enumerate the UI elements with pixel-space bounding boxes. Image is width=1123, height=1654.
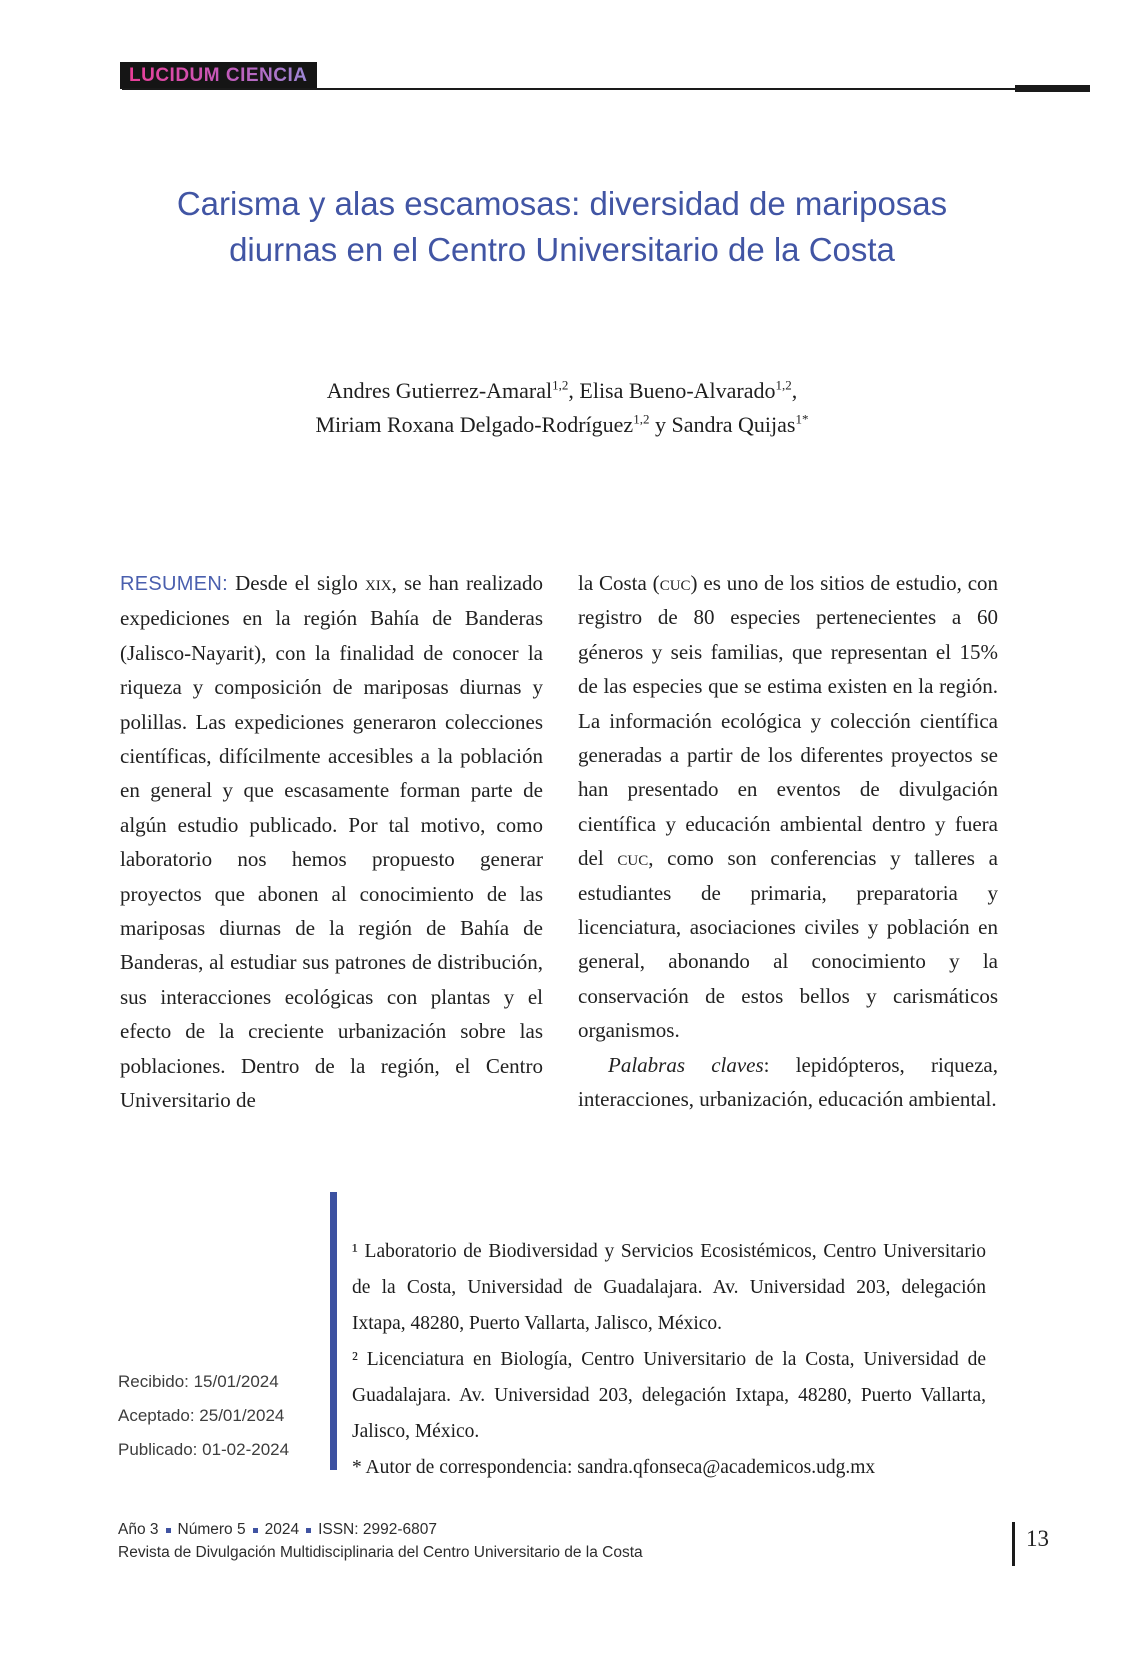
submission-dates bbox=[118, 1372, 289, 1474]
abstract-smallcaps: xix bbox=[364, 571, 392, 595]
author-name: Miriam Roxana Delgado-Rodríguez bbox=[315, 412, 634, 437]
abstract-label: RESUMEN: bbox=[120, 573, 228, 595]
abstract-text: la Costa ( bbox=[578, 571, 660, 595]
date-published: Publicado: 01-02-2024 bbox=[118, 1440, 290, 1459]
abstract-column-right bbox=[578, 566, 998, 1118]
authors-line-2 bbox=[62, 408, 1062, 442]
footer-meta-line bbox=[118, 1521, 643, 1539]
journal-brand-label: LUCIDUM CIENCIA bbox=[129, 64, 308, 86]
square-separator-icon bbox=[306, 1528, 311, 1533]
keywords-label: Palabras claves bbox=[608, 1052, 764, 1077]
abstract-paragraph bbox=[120, 566, 543, 1118]
author-name: , Elisa Bueno-Alvarado bbox=[568, 378, 776, 403]
footer-issue: Número 5 bbox=[177, 1521, 246, 1538]
article-title-line-1: Carisma y alas escamosas: diversidad de mariposas bbox=[176, 185, 948, 222]
abstract-text: ) es uno de los sitios de estudio, con registro de 80 especies pertenecientes a 60 géneros y seis familias, que representan el 15% de las especies que se estima existen en la región. La información ecológica y colección científica generadas a partir de los diferentes proyectos se han presentado en eventos de divulgación científica y educación ambiental dentro y fuera del bbox=[578, 571, 999, 871]
page-number-bar bbox=[1012, 1522, 1015, 1566]
article-title bbox=[62, 181, 1062, 273]
footer-date: 2024 bbox=[264, 1521, 300, 1538]
page-footer bbox=[118, 1521, 643, 1562]
author-name: Andres Gutierrez-Amaral bbox=[326, 378, 553, 403]
abstract-columns bbox=[120, 566, 998, 1118]
footer-year: Año 3 bbox=[118, 1521, 159, 1538]
square-separator-icon bbox=[166, 1528, 171, 1533]
footnote-affiliation-1: ¹ Laboratorio de Biodiversidad y Servicios Ecosistémicos, Centro Universitario de la Costa, Universidad de Guadalajara. Av. Universidad 203, delegación Ixtapa, 48280, Puerto Vallarta, Jalisco, México. bbox=[352, 1241, 986, 1334]
abstract-text: , se han realizado expediciones en la región Bahía de Banderas (Jalisco-Nayarit), con la finalidad de conocer la riqueza y composición de mariposas diurnas y polillas. Las expediciones generaron colecciones científicas, difícilmente accesibles a la población en general y que escasamente forman parte de algún estudio publicado. Por tal motivo, como laboratorio nos hemos propuesto generar proyectos que abonen al conocimiento de las mariposas diurnas de la región de Bahía de Banderas, al estudiar sus patrones de distribución, sus interacciones ecológicas con plantas y el efecto de la creciente urbanización sobre las poblaciones. Dentro de la región, el Centro Universitario de bbox=[120, 571, 544, 1113]
square-separator-icon bbox=[253, 1528, 258, 1533]
footer-issn: ISSN: 2992-6807 bbox=[318, 1521, 437, 1538]
author-affiliation-superscript: 1,2 bbox=[552, 377, 569, 393]
header-rule bbox=[122, 88, 1015, 90]
authors-line-tail: , bbox=[791, 378, 798, 403]
footnote-affiliation-2: ² Licenciatura en Biología, Centro Universitario de la Costa, Universidad de Guadalajara. Av. Universidad 203, delegación Ixtapa, 48280, Puerto Vallarta, Jalisco, México. bbox=[352, 1349, 986, 1442]
keywords-paragraph bbox=[578, 1048, 998, 1117]
footnote-accent-bar bbox=[330, 1192, 337, 1470]
keywords-text: : lepidópteros, riqueza, interacciones, urbanización, educación ambiental. bbox=[578, 1052, 998, 1112]
abstract-smallcaps: cuc bbox=[659, 571, 691, 595]
abstract-text: , como son conferencias y talleres a estudiantes de primaria, preparatoria y licenciatura, asociaciones civiles y población en general, abonando al conocimiento y la conservación de estos bellos y carismáticos organismos. bbox=[578, 846, 998, 1043]
authors-line-1 bbox=[62, 374, 1062, 408]
date-received: Recibido: 15/01/2024 bbox=[118, 1372, 279, 1391]
abstract-column-left bbox=[120, 566, 543, 1118]
author-affiliation-superscript: 1,2 bbox=[775, 377, 792, 393]
author-affiliation-superscript: 1* bbox=[795, 411, 809, 427]
page-number: 13 bbox=[1026, 1526, 1049, 1551]
footnote-correspondence: * Autor de correspondencia: sandra.qfonseca@academicos.udg.mx bbox=[352, 1457, 876, 1478]
abstract-smallcaps: cuc bbox=[617, 846, 649, 871]
abstract-paragraph bbox=[578, 566, 998, 1048]
footnotes-block bbox=[352, 1234, 986, 1486]
article-title-line-2: diurnas en el Centro Universitario de la Costa bbox=[229, 231, 895, 268]
journal-brand-box bbox=[120, 62, 317, 89]
date-accepted: Aceptado: 25/01/2024 bbox=[118, 1406, 285, 1425]
header-dash bbox=[1015, 85, 1090, 92]
authors-block bbox=[62, 374, 1062, 442]
author-name: y Sandra Quijas bbox=[649, 412, 796, 437]
footer-journal-name: Revista de Divulgación Multidisciplinaria del Centro Universitario de la Costa bbox=[118, 1544, 643, 1561]
abstract-text: Desde el siglo bbox=[235, 571, 365, 595]
author-affiliation-superscript: 1,2 bbox=[633, 411, 650, 427]
